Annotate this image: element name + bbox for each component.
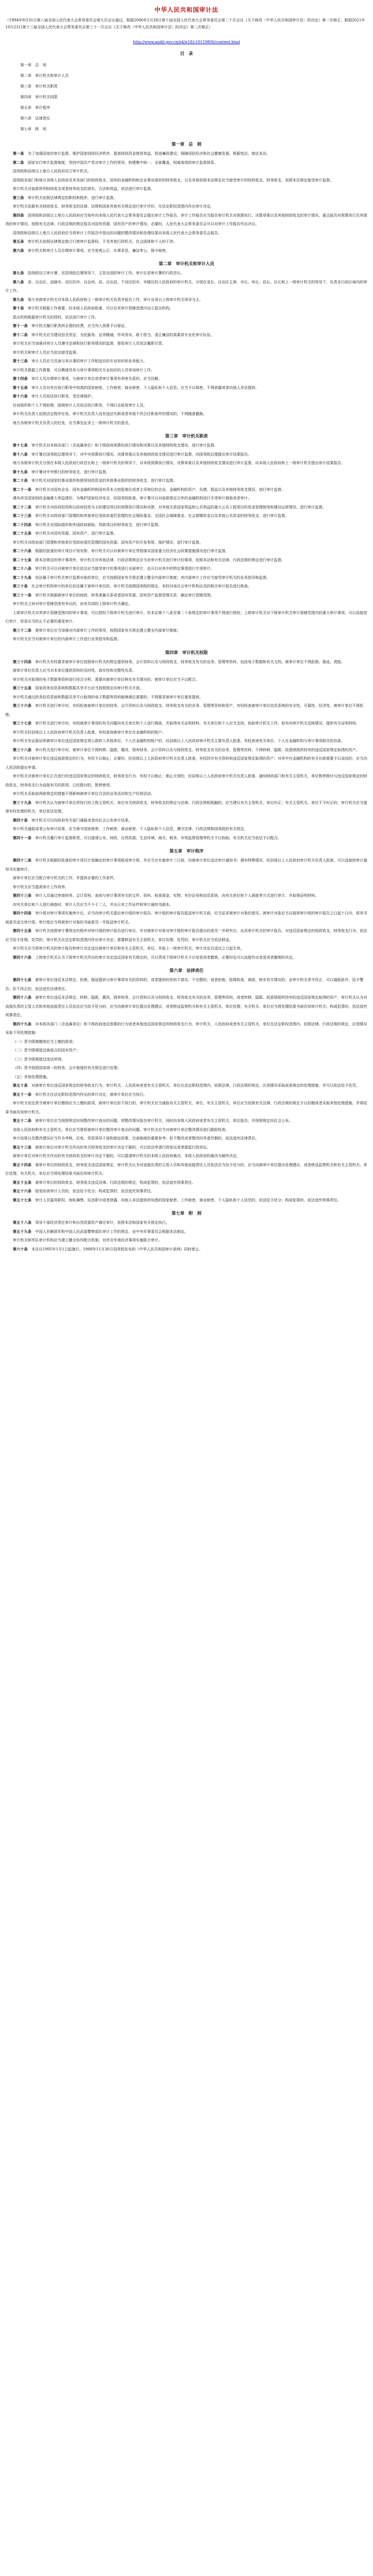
article-paragraph bbox=[5, 339, 368, 348]
chapter-heading: 第四章 审计机关权限 bbox=[165, 649, 208, 655]
article-number: 第十三条 bbox=[13, 358, 28, 363]
article-text: 审计机关负责人依照法定程序任免。审计机关负责人没有违法失职或者其他不符合任职条件的情况的，不得随意撤换。 bbox=[13, 412, 207, 416]
article-text: 审计机关对被审计单位违反前款规定的行为，有权予以制止；必要时，经县级以上人民政府审计机关负责人批准，有权封存有关资料和违反国家规定取得的资产；对其中在金融机构的有关存款需要予以冻结的，应当向人民法院提出申请。 bbox=[5, 756, 367, 770]
article-paragraph bbox=[5, 1116, 368, 1126]
article-text: 审计机关对前款所列财政收支或者财务收支的真实、合法和效益，依法进行审计监督。 bbox=[13, 187, 155, 191]
article-text: 国家实行审计监督制度。坚持中国共产党对审计工作的领导，构建集中统一、全面覆盖、权威高效的审计监督体系。 bbox=[28, 160, 218, 165]
toc-item[interactable]: 第三章 审计机关职责 bbox=[20, 84, 58, 89]
article-paragraph bbox=[5, 503, 368, 512]
article-paragraph bbox=[5, 468, 368, 477]
article-number: 第八条 bbox=[13, 279, 24, 284]
toc-item[interactable]: 第六章 法律责任 bbox=[20, 116, 50, 121]
article-text: 审计人员通过审查财务、会计资料，查阅与审计事项有关的文件、资料，检查现金、实物、有价证券和信息系统，向有关单位和个人调查等方式进行审计，并取得证明材料。 bbox=[35, 894, 319, 898]
article-number: 第十九条 bbox=[13, 469, 28, 474]
article-text: 上级审计机关对其审计管辖范围内的审计事项，可以授权下级审计机关进行审计，但本法第十八条至第二十条规定的审计事项不得进行授权；上级审计机关对下级审计机关审计管辖范围内的重大审计事项，可以直接进行审计，但是应当防止不必要的重复审计。 bbox=[5, 610, 367, 624]
article-number: 第三十六条 bbox=[13, 703, 31, 708]
article-text: 国家政务信息系统和数据共享平台应当按照规定向审计机关开放。 bbox=[35, 686, 143, 690]
article-text: 审计机关采取前两款规定的措施不得影响被审计单位合法的业务活动和生产经营活动。 bbox=[13, 792, 155, 796]
article-number: 第五十八条 bbox=[13, 1220, 31, 1225]
article-paragraph bbox=[5, 1073, 368, 1082]
article-text: 派出机构根据审计机关的授权，依法进行审计工作。 bbox=[13, 315, 99, 320]
article-paragraph bbox=[5, 891, 368, 900]
article-paragraph bbox=[5, 1090, 368, 1099]
chapters-container bbox=[5, 140, 368, 1254]
article-text: 审计机关对国际组织和外国政府援助、贷款项目的财务收支，进行审计监督。 bbox=[35, 522, 162, 527]
article-paragraph bbox=[5, 1236, 368, 1245]
article-number: 第四十七条 bbox=[13, 977, 31, 982]
article-text: 审计机关履行审计监督职责，可以提请公安、财政、自然资源、生态环境、海关、税务、市场监督管理等机关予以协助。有关机关应当依法予以配合。 bbox=[35, 835, 281, 840]
chapter-heading: 第七章 附 则 bbox=[172, 1210, 201, 1216]
article-text: 审计机关应当建设信念坚定、为民服务、业务精通、作风务实、敢于担当、清正廉洁的高素质专业化审计队伍。 bbox=[31, 332, 214, 337]
article-text: 审计机关可以对被审计单位依法应当接受审计的事项进行全面审计，也可以对其中的特定事项进行专项审计。 bbox=[35, 567, 214, 571]
article-paragraph bbox=[5, 737, 368, 746]
article-paragraph bbox=[5, 211, 368, 229]
article-text: 审计人员对其在执行职务中知悉的国家秘密、工作秘密、商业秘密、个人隐私和个人信息，应当予以保密，不得泄露或者向他人非法提供。 bbox=[31, 385, 259, 390]
article-paragraph bbox=[5, 331, 368, 340]
article-text: 审计机关应当加强对审计人员遵守法律和执行职务情况的监督，督促审计人员依法履职尽责。 bbox=[13, 341, 166, 346]
article-number: 第十一条 bbox=[13, 323, 28, 328]
toc-item[interactable]: 第一章 总 则 bbox=[20, 63, 46, 67]
article-paragraph bbox=[5, 1245, 368, 1254]
article-paragraph bbox=[5, 296, 368, 305]
article-number: 第十八条 bbox=[13, 451, 28, 457]
article-paragraph bbox=[5, 556, 368, 565]
article-paragraph bbox=[5, 728, 368, 737]
source-link-line bbox=[5, 35, 368, 45]
article-paragraph bbox=[5, 1134, 368, 1143]
article-number: 第十四条 bbox=[13, 376, 28, 381]
article-paragraph bbox=[5, 600, 368, 609]
article-text: 报复陷害审计人员的，依法给予处分；构成犯罪的，依法追究刑事责任。 bbox=[35, 1189, 155, 1193]
article-paragraph bbox=[5, 278, 368, 296]
article-paragraph bbox=[5, 883, 368, 892]
article-text: 审计人员办理审计事项，与被审计单位或者审计事项有利害关系的，应当回避。 bbox=[31, 377, 162, 381]
article-paragraph bbox=[5, 529, 368, 538]
article-text: 审计机关根据被审计单位的财政、财务隶属关系或者国有资源、国有资产监督管理关系，确定审计管辖范围。 bbox=[35, 593, 214, 597]
article-text: 国务院和县级以上地方人民政府设立审计机关。 bbox=[13, 169, 91, 173]
article-paragraph bbox=[5, 521, 368, 530]
article-paragraph bbox=[5, 176, 368, 185]
article-paragraph bbox=[5, 816, 368, 825]
article-paragraph bbox=[5, 410, 368, 419]
article-number: 第四十六条 bbox=[13, 954, 31, 960]
article-paragraph bbox=[5, 573, 368, 583]
article-text: 审计署对中央银行的财务收支，进行审计监督。 bbox=[31, 469, 110, 474]
article-paragraph bbox=[5, 149, 368, 158]
article-paragraph bbox=[5, 246, 368, 256]
article-paragraph bbox=[5, 927, 368, 944]
article-text: （三）责令限期退还违法所得； bbox=[13, 1057, 65, 1062]
article-paragraph bbox=[5, 269, 368, 278]
article-number: 第十二条 bbox=[13, 332, 28, 337]
article-paragraph bbox=[5, 701, 368, 719]
article-text: 审计机关对被审计单位正在进行的违反国家规定的财政收支、财务收支行为，有权予以制止；制止无效的，经县级以上人民政府审计机关负责人批准，通知财政部门和有关主管机关、单位暂停拨付与违反国家规定的财政收支、财务收支行为直接有关的款项，已经拨付的，暂停使用。 bbox=[5, 774, 367, 787]
article-number: 第二十六条 bbox=[13, 548, 31, 553]
article-number: 第二十八条 bbox=[13, 566, 31, 571]
article-text: 遇有涉及国家财政金融重大利益情形，为维护国家经济安全，经国务院批准，审计署可以对前款规定以外的金融机构进行专项审计调查或者审计。 bbox=[13, 496, 252, 500]
article-paragraph bbox=[5, 1152, 368, 1161]
article-number: 第四十一条 bbox=[13, 835, 31, 840]
article-paragraph bbox=[5, 229, 368, 238]
article-paragraph bbox=[5, 494, 368, 503]
article-text: 审计机关对国有资源、国有资产，进行审计监督。 bbox=[35, 531, 117, 536]
article-paragraph bbox=[5, 754, 368, 772]
article-number: 第七条 bbox=[13, 270, 24, 275]
article-number: 第九条 bbox=[13, 297, 24, 302]
article-paragraph bbox=[5, 392, 368, 401]
article-paragraph bbox=[5, 1161, 368, 1178]
article-text: 为了加强国家的审计监督，维护国家财政经济秩序，提高财政资金使用效益，促进廉政建设，保障国民经济和社会健康发展，根据宪法，制定本法。 bbox=[28, 151, 270, 156]
article-number: 第二十四条 bbox=[13, 522, 31, 527]
article-paragraph bbox=[5, 582, 368, 591]
article-text: 审计机关依据有关财政收支、财务收支的法律、法规和国家其他有关规定进行审计评价，在法定职权范围内作出审计决定。 bbox=[13, 204, 214, 209]
article-paragraph bbox=[5, 547, 368, 556]
article-text: 审计机关履行职责所必需的经费，应当列入预算予以保证。 bbox=[31, 324, 128, 328]
article-number: 第三十七条 bbox=[13, 721, 31, 725]
article-text: 审计机关对政府部门管理的和其他单位受政府委托管理的社会保险基金、全国社会保障基金、社会捐赠资金以及其他公共资金的财务收支，进行审计监督。 bbox=[35, 514, 289, 518]
article-text: 审计机关根据工作需要，经本级人民政府批准，可以在其审计管辖范围内设立派出机构。 bbox=[28, 306, 173, 310]
article-text: 被审计单位应当配合审计机关的工作，并提供必要的工作条件。 bbox=[13, 876, 117, 880]
article-text: 审计署在国务院总理领导下，对中央预算执行情况、决算草案以及其他财政收支情况进行审计监督，向国务院总理提出审计结果报告。 bbox=[31, 452, 252, 457]
article-text: 审计机关进行审计时，有权检查被审计单位的财务、会计资料以及与财政收支、财务收支有关的业务、管理等资料和资产，有权检查被审计单位信息系统的安全性、可靠性、经济性，被审计单位不得拒绝。 bbox=[5, 704, 363, 717]
article-text: 审计机关进行审计时，有权就审计事项的有关问题向有关单位和个人进行调查，并取得有关证明材料。有关单位和个人应当支持、协助审计机关工作，如实向审计机关反映情况，提供有关证明材料。 bbox=[35, 721, 360, 725]
article-text: 根据经批准的审计项目计划安排，审计机关可以对被审计单位贯彻落实国家重大经济社会政策措施情况进行审计监督。 bbox=[35, 549, 229, 553]
article-number: 第四条 bbox=[13, 212, 24, 218]
article-text: 审计机关对本级各部门（含直属单位）和下级政府预算的执行情况和决算以及其他财政收支情况，进行审计监督。 bbox=[31, 443, 218, 448]
article-paragraph bbox=[5, 202, 368, 211]
article-text: 被审计单位负责人应当对本单位提供资料的及时性、真实性和完整性负责。 bbox=[13, 668, 136, 673]
article-number: 第三十九条 bbox=[13, 800, 31, 805]
article-text: 国务院设立审计署，在国务院总理领导下，主管全国的审计工作。审计长是审计署的行政首长。 bbox=[28, 271, 184, 275]
article-paragraph bbox=[5, 1227, 368, 1237]
chapter-heading: 第一章 总 则 bbox=[172, 141, 201, 147]
article-paragraph bbox=[5, 485, 368, 495]
article-text: 任何组织和个人不得拒绝、阻碍审计人员依法执行职务，不得打击报复审计人员。 bbox=[13, 403, 147, 408]
article-number: 第五十三条 bbox=[13, 1144, 31, 1150]
article-text: 审计机关对国有企业、国有金融机构和国有资本占控股地位或者主导地位的企业、金融机构的资产、负债、损益以及其他财务收支情况，进行审计监督。 bbox=[35, 487, 285, 492]
article-text: 审计机关依照法律规定的职权和程序，进行审计监督。 bbox=[28, 195, 117, 200]
article-text: 地方各级审计机关负责人的任免，应当事先征求上一级审计机关的意见。 bbox=[13, 420, 132, 425]
article-number: 第二条 bbox=[13, 159, 24, 165]
article-text: 审计机关对取得的电子数据等资料进行综合分析，需要向被审计单位核实有关情况的，被审计单位应当予以配合。 bbox=[13, 677, 199, 682]
article-paragraph bbox=[5, 366, 368, 375]
article-number: 第一条 bbox=[13, 151, 24, 156]
article-text: 审计人员滥用职权、徇私舞弊、玩忽职守或者泄露、向他人非法提供所知悉的国家秘密、工作秘密、商业秘密、个人隐私和个人信息的，依法给予处分；构成犯罪的，依法追究刑事责任。 bbox=[35, 1198, 341, 1202]
article-paragraph bbox=[5, 185, 368, 194]
article-paragraph bbox=[5, 1046, 368, 1055]
article-text: 审计组对审计事项实施审计后，应当向审计机关提出审计组的审计报告。审计组的审计报告报送审计机关前，应当征求被审计对象的意见。被审计对象应当自接到审计组的审计报告之日起十日内，将其书面意见送交审计组。审计组应当将被审计对象的书面意见一并报送审计机关。 bbox=[5, 911, 367, 924]
article-text: 被审计单位违反本法规定，拒绝、拖延提供与审计事项有关的资料的，或者提供的资料不真实、不完整的，或者拒绝、阻碍检查、调查、核实有关情况的，由审计机关责令改正，可以通报批评，给予警告；拒不改正的，依法追究法律责任。 bbox=[5, 978, 363, 991]
article-text: 审计机关应当提高审计工作效率。 bbox=[13, 884, 69, 889]
article-paragraph bbox=[5, 313, 368, 322]
article-text: 依法属于审计机关审计监督对象的单位，应当按照国家有关规定建立健全内部审计制度；其内部审计工作应当接受审计机关的业务指导和监督。 bbox=[35, 575, 270, 580]
article-paragraph bbox=[5, 1196, 368, 1205]
toc-item[interactable]: 第二章 审计机关和审计人员 bbox=[20, 74, 69, 78]
article-number: 第六条 bbox=[13, 248, 24, 253]
article-text: 审计机关应当对被审计单位的内部审计工作进行业务指导和监督。 bbox=[13, 637, 121, 641]
article-text: （四）责令按照国家统一的财务、会计制度的有关规定进行处理； bbox=[13, 1066, 121, 1070]
article-paragraph bbox=[5, 658, 368, 667]
article-number: 第三十四条 bbox=[13, 659, 31, 664]
article-paragraph bbox=[5, 675, 368, 684]
article-paragraph bbox=[5, 799, 368, 816]
article-paragraph bbox=[5, 459, 368, 468]
article-paragraph bbox=[5, 874, 368, 883]
article-number: 第二十二条 bbox=[13, 504, 31, 509]
article-text: 对本级各部门（含直属单位）和下级政府违反预算的行为或者其他违反国家规定的财政收支行为，审计机关、人民政府或者有关主管机关、单位在法定职权范围内，依照法律、行政法规的规定，区别情况采取下列处理措施： bbox=[5, 1022, 367, 1035]
article-paragraph bbox=[5, 626, 368, 635]
article-text: 审计机关和军队审计机构应当建立健全协作配合机制，对涉及军地经济事项实施联合审计。 bbox=[13, 1238, 162, 1242]
article-paragraph bbox=[5, 374, 368, 384]
article-paragraph bbox=[5, 1064, 368, 1073]
article-text: 审计机关根据经批准的审计项目计划确定的审计事项组成审计组，并应当在实施审计三日前，向被审计单位送达审计通知书；遇有特殊情况，经县级以上人民政府审计机关负责人批准，可以直接持审计通知书实施审计。 bbox=[5, 858, 367, 872]
article-text: 省、自治区、直辖市、设区的市、自治州、县、自治县、不设区的市、市辖区的人民政府的审计机关，分别在省长、自治区主席、市长、州长、县长、区长和上一级审计机关的领导下，负责本行政区域内的审计工作。 bbox=[5, 280, 367, 293]
article-paragraph bbox=[5, 322, 368, 331]
article-text: 被审计单位的财政收支、财务收支违反法律、行政法规的规定，构成犯罪的，依法追究刑事责任。 bbox=[35, 1180, 196, 1185]
chapter-heading: 第二章 审计机关和审计人员 bbox=[159, 261, 214, 266]
article-number: 第五十五条 bbox=[13, 1179, 31, 1185]
article-paragraph bbox=[5, 158, 368, 168]
table-of-contents bbox=[20, 60, 368, 134]
article-paragraph bbox=[5, 564, 368, 573]
article-paragraph bbox=[5, 693, 368, 702]
article-paragraph bbox=[5, 953, 368, 962]
article-text: 国务院各部门和地方各级人民政府及其各部门的财政收支，国有的金融机构和企业事业组织的财务收支，以及其他依照本法规定应当接受审计的财政收支、财务收支，依照本法规定接受审计监督。 bbox=[13, 178, 334, 182]
article-text: 审计机关进行审计时，被审计单位不得转移、隐匿、篡改、毁弃财务、会计资料以及与财政收支、财务收支有关的业务、管理等资料，不得转移、隐匿、故意毁损所持有的违反国家规定取得的资产。 bbox=[35, 747, 360, 752]
article-number: 第十六条 bbox=[13, 394, 28, 398]
article-text: 审计机关经县级以上人民政府审计机关负责人批准，有权查询被审计单位在金融机构的账户。 bbox=[13, 730, 166, 735]
article-number: 第五十六条 bbox=[13, 1189, 31, 1193]
article-text: 审计人员应当具备与其从事的审计工作相适应的专业知识和业务能力。 bbox=[31, 359, 147, 363]
article-paragraph bbox=[5, 635, 368, 644]
article-number: 第五十九条 bbox=[13, 1229, 31, 1234]
article-text: 除本法规定的审计事项外，审计机关对其他法律、行政法规规定应当由审计机关进行审计的事项，依照本法和有关法律、行政法规的规定进行审计监督。 bbox=[35, 557, 285, 562]
article-text: 被审计单位的财政收支、财务收支违反国家规定，审计机关认为对直接负责的主管人员和其他直接责任人员依法应当给予处分的，应当向被审计单位提出处理建议，或者移送监察机关和有关主管机关、单位处理，有关机关、单位应当将处理结果书面告知审计机关。 bbox=[5, 1162, 367, 1176]
article-text: 被审计单位违反本法规定，转移、隐匿、篡改、毁弃财务、会计资料以及与财政收支、财务收支有关的业务、管理等资料，或者转移、隐匿、故意毁损所持有的违反国家规定取得的资产，审计机关认为对直接负责的主管人员和其他直接责任人员依法应当给予处分的，应当向被审计单位提出处理建议，或者移送监察机关和有关主管机关、单位处理，有关机关、单位应当将处理结果书面告知审计机关；构成犯罪的，依法追究刑事责任。 bbox=[5, 995, 367, 1017]
article-text: 审计机关之间对审计管辖范围有争议的，由其共同的上级审计机关确定。 bbox=[13, 602, 132, 606]
article-number: 第二十一条 bbox=[13, 487, 31, 492]
article-paragraph bbox=[5, 348, 368, 357]
article-paragraph bbox=[5, 1081, 368, 1090]
article-paragraph bbox=[5, 746, 368, 755]
article-paragraph bbox=[5, 237, 368, 246]
article-paragraph bbox=[5, 1020, 368, 1038]
article-text: 审计机关对国家的事业组织和使用财政资金的其他事业组织的财务收支，进行审计监督。 bbox=[31, 478, 177, 483]
article-paragraph bbox=[5, 1055, 368, 1064]
document-title: 中华人民共和国审计法 bbox=[155, 6, 218, 13]
article-paragraph bbox=[5, 1187, 368, 1196]
chapter-heading: 第六章 法律责任 bbox=[169, 968, 204, 973]
article-paragraph bbox=[5, 384, 368, 393]
article-text: 审计人员依法执行职务，受法律保护。 bbox=[31, 394, 95, 398]
article-paragraph bbox=[5, 167, 368, 176]
article-paragraph bbox=[5, 357, 368, 366]
article-number: 第四十八条 bbox=[13, 995, 31, 1000]
article-paragraph bbox=[5, 909, 368, 927]
article-text: 领导干部经济责任审计和自然资源资产离任审计，依照本法和国家有关规定执行。 bbox=[35, 1221, 169, 1225]
article-paragraph bbox=[5, 856, 368, 874]
article-text: 被审计单位应当加强对内部审计工作的领导，按照国家有关规定建立健全内部审计制度。 bbox=[35, 628, 181, 633]
toc-title: 目 录 bbox=[180, 51, 193, 56]
article-text: （一）责令限期缴纳应当上缴的款项； bbox=[13, 1039, 76, 1044]
article-number: 第四十四条 bbox=[13, 911, 31, 915]
article-text: 国务院和县级以上地方人民政府应当将审计工作报告中指出的问题的整改情况和处理结果向本级人民代表大会常务委员会报告。 bbox=[13, 230, 222, 235]
article-text: 审计机关对政府投资和以政府投资为主的建设项目的预算执行情况和决算，对其他关系国家利益和公共利益的重大公共工程项目的资金管理使用和建设运营情况，进行审计监督。 bbox=[35, 505, 326, 509]
article-number: 第四十五条 bbox=[13, 928, 31, 933]
article-paragraph bbox=[5, 684, 368, 693]
article-number: 第十七条 bbox=[13, 443, 28, 448]
toc-item[interactable]: 第四章 审计机关权限 bbox=[20, 95, 58, 99]
article-paragraph bbox=[5, 476, 368, 485]
article-paragraph bbox=[5, 1038, 368, 1047]
article-text: （二）责令限期退还被侵占的国有资产； bbox=[13, 1048, 80, 1052]
article-paragraph bbox=[5, 1099, 368, 1116]
article-text: 地方各级审计机关对本级人民政府和上一级审计机关负责并报告工作，审计业务以上级审计机关领导为主。 bbox=[28, 297, 203, 302]
chapter-heading: 第五章 审计程序 bbox=[169, 848, 204, 854]
article-text: 对被审计单位违反国家规定的财务收支行为，审计机关、人民政府或者有关主管机关、单位在法定职权范围内，依照法律、行政法规的规定，区别情况采取前条规定的处理措施，并可以依法给予处罚。 bbox=[31, 1083, 360, 1088]
article-text: 社会审计机构审计的单位依法属于被审计单位的，审计机关按照国务院的规定，有权对该社会审计机构出具的相关审计报告进行核查。 bbox=[31, 584, 252, 588]
article-paragraph bbox=[5, 900, 368, 910]
article-text: 审计机关在法定职权范围内作出的审计决定，被审计单位应当执行。 bbox=[35, 1092, 147, 1097]
article-number: 第三十条 bbox=[13, 584, 28, 588]
article-number: 第二十三条 bbox=[13, 513, 31, 518]
article-paragraph bbox=[5, 825, 368, 834]
article-paragraph bbox=[5, 609, 368, 626]
article-number: 第二十五条 bbox=[13, 531, 31, 536]
article-text: 审计机关和审计人员办理审计事项，应当客观公正，实事求是，廉洁奉公，保守秘密。 bbox=[28, 248, 169, 253]
article-text: 审计机关通过政务信息系统和数据共享平台取得的电子数据等资料能够满足需要的，不得要求被审计单位重复提供。 bbox=[13, 695, 203, 699]
article-number: 第三十八条 bbox=[13, 747, 31, 752]
article-text: 审计结果以及整改情况应当作为考核、任免、奖惩领导干部和制定政策、完善制度的重要参考；拒不整改或者整改时弄虚作假的，依法追究法律责任。 bbox=[13, 1136, 259, 1141]
toc-item[interactable]: 第五章 审计程序 bbox=[20, 106, 50, 110]
article-number: 第五十一条 bbox=[13, 1091, 31, 1097]
article-paragraph bbox=[5, 304, 368, 313]
article-number: 第十五条 bbox=[13, 385, 28, 390]
article-number: 第四十条 bbox=[13, 817, 28, 823]
article-number: 第三十一条 bbox=[13, 592, 31, 597]
article-text: 审计机关有证据证明被审计单位违反国家规定将公款转入其他单位、个人在金融机构账户的，经县级以上人民政府审计机关主要负责人批准，有权查询有关单位、个人在金融机构与审计事项相关的存款。 bbox=[13, 739, 345, 743]
article-paragraph bbox=[5, 976, 368, 993]
article-number: 第二十九条 bbox=[13, 575, 31, 580]
article-paragraph bbox=[5, 789, 368, 799]
article-number: 第三条 bbox=[13, 195, 24, 200]
article-text: 审计机关依照法律规定独立行使审计监督权，不受其他行政机关、社会团体和个人的干涉。 bbox=[28, 240, 177, 244]
article-number: 第四十九条 bbox=[13, 1021, 31, 1026]
article-text: 国务院和县级以上地方人民政府应当每年向本级人民代表大会常务委员会提出审计工作报告。审计工作报告应当报告审计机关对预算执行、决算草案以及其他财政收支的审计情况，重点报告对预算执行及其绩效的审计情况，按照有关法律、行政法规的规定报告对国有资源、国有资产的审计情况。必要时，人民代表大会常务委员会可以对审计工作报告作出决议。 bbox=[5, 213, 367, 226]
article-text: 本法自1995年1月1日起施行。1988年11月30日国务院发布的《中华人民共和国审计条例》同时废止。 bbox=[31, 1247, 203, 1251]
article-number: 第六十条 bbox=[13, 1246, 28, 1251]
article-paragraph bbox=[5, 401, 368, 410]
article-text: 审计机关根据工作需要，可以聘请具有与审计事项相关专业知识的人员参加审计工作。 bbox=[13, 368, 155, 372]
article-number: 第十条 bbox=[13, 306, 24, 310]
article-number: 第二十七条 bbox=[13, 557, 31, 562]
article-text: 审计机关认为被审计单位所执行的上级主管机关、单位有关财政收支、财务收支的规定与法律、行政法规相抵触的，应当建议有关主管机关、单位纠正；有关主管机关、单位不予纠正的，审计机关应当提请有权处理的机关、单位依法处理。 bbox=[5, 800, 367, 814]
article-text: 审计机关有权要求被审计单位按照审计机关的规定提供财务、会计资料以及与财政收支、财务收支有关的业务、管理等资料，包括电子数据和有关文档。被审计单位不得拒绝、拖延、谎报。 bbox=[35, 659, 345, 664]
article-text: （五）其他处理措施。 bbox=[13, 1074, 50, 1079]
article-text: 被审计单位对审计机关作出的有关财务收支的审计决定不服的，可以依法申请行政复议或者提起行政诉讼。 bbox=[35, 1145, 210, 1150]
article-text: 地方各级审计机关分别在本级人民政府行政首长和上一级审计机关的领导下，对本级预算执行情况、决算草案以及其他财政收支情况进行审计监督，向本级人民政府和上一级审计机关提出审计结果报告。 bbox=[13, 461, 345, 465]
article-paragraph bbox=[5, 1178, 368, 1187]
article-paragraph bbox=[5, 194, 368, 203]
article-number: 第二十条 bbox=[13, 478, 28, 483]
article-paragraph bbox=[5, 1218, 368, 1227]
article-text: 各级人民政府和有关主管机关、单位应当督促被审计单位整改审计查出的问题。审计机关应当对被审计单位整改情况进行跟踪检查。 bbox=[13, 1127, 229, 1132]
article-paragraph bbox=[5, 441, 368, 450]
toc-item[interactable]: 第七章 附 则 bbox=[20, 127, 46, 131]
article-text: 审计机关按照审计署规定的程序对审计组的审计报告进行审议，并对被审计对象对审计组的审计报告提出的意见一并研究后，出具审计机关的审计报告。对违反国家规定的财政收支、财务收支行为，依法应当给予处理、处罚的，审计机关在法定职权范围内作出审计决定；需要移送有关主管机关、单位处理、处罚的，审计机关应当依法移送。 bbox=[5, 929, 367, 942]
document-intro: （1994年8月31日第八届全国人民代表大会常务委员会第九次会议通过，根据2006年2月28日第十届全国人民代表大会常务委员会第二十次会议《关于修改〈中华人民共和国审计法〉的决定》第一次修正，根据2021年10月23日第十三届全国人民代表大会常务委员会第三十一次会议《关于修改〈中华人民共和国审计法〉的决定》第二次修正） bbox=[5, 18, 366, 29]
article-paragraph bbox=[5, 944, 368, 953]
article-paragraph bbox=[5, 1143, 368, 1152]
article-number: 第五条 bbox=[13, 239, 24, 244]
source-link[interactable]: http://www.audit.gov.cn/n4/n18/c10159806/content.html bbox=[133, 40, 240, 44]
article-text: 审计机关对政府部门管理和其他单位受政府委托管理的国有资源、国有资产的开发利用、保护情况，进行审计监督。 bbox=[13, 540, 203, 545]
article-paragraph bbox=[5, 772, 368, 789]
article-text: 中国人民解放军和中国人民武装警察部队审计工作的规定，由中央军事委员会根据本法制定。 bbox=[35, 1229, 188, 1234]
article-number: 第五十七条 bbox=[13, 1197, 31, 1202]
article-number: 第五十条 bbox=[13, 1083, 28, 1088]
article-number: 第四十二条 bbox=[13, 858, 31, 863]
article-number: 第三十二条 bbox=[13, 627, 31, 633]
article-paragraph bbox=[5, 591, 368, 600]
article-number: 第三十五条 bbox=[13, 685, 31, 690]
article-paragraph bbox=[5, 1126, 368, 1135]
article-text: 审计机关应当将审计机关的审计报告和审计决定送达被审计单位和有关主管机关、单位，并报上一级审计机关。审计决定自送达之日起生效。 bbox=[13, 946, 244, 951]
article-text: 向有关单位和个人进行调查时，审计人员应当不少于二人，并出示其工作证件和审计通知书副本。 bbox=[13, 902, 173, 907]
article-paragraph bbox=[5, 512, 368, 521]
article-paragraph bbox=[5, 419, 368, 428]
chapter-heading: 第三章 审计机关职责 bbox=[165, 433, 208, 438]
article-number: 第四十三条 bbox=[13, 893, 31, 898]
article-text: 审计机关可以向政府有关部门通报或者向社会公布审计结果。 bbox=[31, 818, 132, 823]
article-paragraph bbox=[5, 993, 368, 1020]
article-paragraph bbox=[5, 538, 368, 547]
article-paragraph bbox=[5, 834, 368, 843]
article-text: 被审计单位应当按照规定时间整改审计查出的问题，将整改情况报告审计机关，同时向本级人民政府或者有关主管机关、单位报告，并按照规定向社会公布。 bbox=[35, 1119, 293, 1123]
article-text: 审计机关通报或者公布审计结果，应当保守国家秘密、工作秘密、商业秘密、个人隐私和个人信息，遵守法律、行政法规和国务院的有关规定。 bbox=[13, 827, 248, 831]
article-paragraph bbox=[5, 450, 368, 459]
article-text: 被审计单位对审计机关作出的有关财政收支的审计决定不服的，可以提请审计机关的本级人民政府裁决，本级人民政府的裁决为最终决定。 bbox=[13, 1154, 240, 1158]
article-number: 第五十四条 bbox=[13, 1162, 31, 1167]
article-text: 审计机关和审计人员应当依法接受监督。 bbox=[13, 350, 80, 355]
article-text: 审计机关依法责令被审计单位缴纳应当上缴的款项，被审计单位拒不执行的，审计机关应当通报有关主管机关、单位，有关主管机关、单位应当依照有关法律、行政法规的规定予以扣缴或者采取其他处理措施，并将结果书面告知审计机关。 bbox=[5, 1101, 367, 1114]
article-number: 第五十二条 bbox=[13, 1118, 31, 1123]
article-text: 上级审计机关认为下级审计机关作出的审计决定违反国家有关规定的，可以责成下级审计机关予以变更或者撤销，必要时也可以直接作出变更或者撤销的决定。 bbox=[35, 955, 296, 960]
article-paragraph bbox=[5, 666, 368, 675]
article-paragraph bbox=[5, 719, 368, 728]
